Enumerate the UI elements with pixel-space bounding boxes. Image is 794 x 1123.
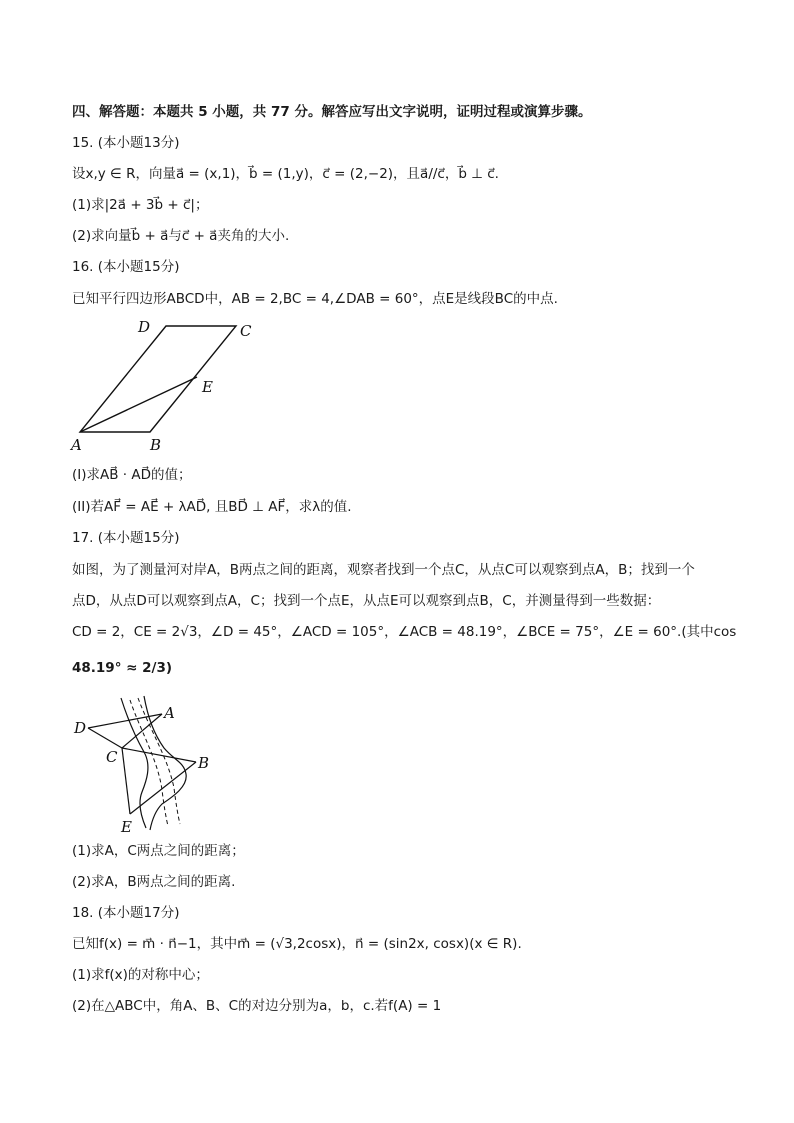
- problem-15-part-1: (1)求|2a⃗ + 3b⃗ + c⃗|；: [72, 197, 209, 213]
- problem-17-header: 17. (本小题15分): [72, 530, 180, 546]
- river-figure: [66, 690, 226, 840]
- problem-17-line-3: CD = 2，CE = 2√3，∠D = 45°，∠ACD = 105°，∠ACB = 48.19°，∠BCE = 75°，∠E = 60°.(其中cos: [72, 624, 737, 640]
- segment-cb: [122, 748, 196, 762]
- problem-18-header: 18. (本小题17分): [72, 905, 180, 921]
- problem-16-part-1: (I)求AB⃗ · AD⃗的值；: [72, 467, 192, 483]
- problem-15-part-2: (2)求向量b⃗ + a⃗与c⃗ + a⃗夹角的大小.: [72, 228, 290, 244]
- label-a: A: [71, 436, 82, 454]
- label-b: B: [198, 754, 210, 772]
- label-a: A: [164, 704, 175, 722]
- problem-17-part-1: (1)求A，C两点之间的距离；: [72, 843, 245, 859]
- segment-dc: [88, 728, 122, 748]
- problem-16-part-2: (II)若AF⃗ = AE⃗ + λAD⃗, 且BD⃗ ⊥ AF⃗，求λ的值.: [72, 499, 352, 515]
- problem-15-statement: 设x,y ∈ R，向量a⃗ = (x,1)，b⃗ = (1,y)，c⃗ = (2,−2)，且a⃗//c⃗，b⃗ ⊥ c⃗.: [72, 166, 499, 182]
- problem-18-statement: 已知f(x) = m⃗ · n⃗−1，其中m⃗ = (√3,2cosx)，n⃗ = (sin2x, cosx)(x ∈ R).: [72, 936, 522, 952]
- problem-18-part-2: (2)在△ABC中，角A、B、C的对边分别为a，b，c.若f(A) = 1: [72, 998, 442, 1014]
- label-d: D: [74, 719, 87, 737]
- parallelogram-figure: [66, 314, 266, 459]
- segment-eb: [130, 762, 196, 814]
- problem-17-line-4: 48.19° ≈ 2/3): [72, 660, 173, 676]
- problem-18-part-1: (1)求f(x)的对称中心；: [72, 967, 209, 983]
- problem-15-header: 15. (本小题13分): [72, 135, 180, 151]
- label-e: E: [202, 378, 213, 396]
- segment-ce: [122, 748, 130, 814]
- problem-16-statement: 已知平行四边形ABCD中，AB = 2,BC = 4,∠DAB = 60°，点E是线段BC的中点.: [72, 291, 558, 307]
- problem-16-header: 16. (本小题15分): [72, 259, 180, 275]
- label-d: D: [138, 318, 151, 336]
- segment-ae: [80, 377, 197, 432]
- label-c: C: [106, 748, 118, 766]
- problem-17-line-2: 点D，从点D可以观察到点A，C；找到一个点E，从点E可以观察到点B，C，并测量得到一些数据：: [72, 593, 661, 609]
- problem-17-part-2: (2)求A，B两点之间的距离.: [72, 874, 236, 890]
- label-e: E: [121, 818, 132, 836]
- problem-17-line-1: 如图，为了测量河对岸A，B两点之间的距离，观察者找到一个点C，从点C可以观察到点A，B；找到一个: [72, 562, 695, 578]
- section-heading: 四、解答题：本题共 5 小题，共 77 分。解答应写出文字说明，证明过程或演算步骤。: [72, 104, 592, 120]
- label-b: B: [150, 436, 162, 454]
- label-c: C: [240, 322, 252, 340]
